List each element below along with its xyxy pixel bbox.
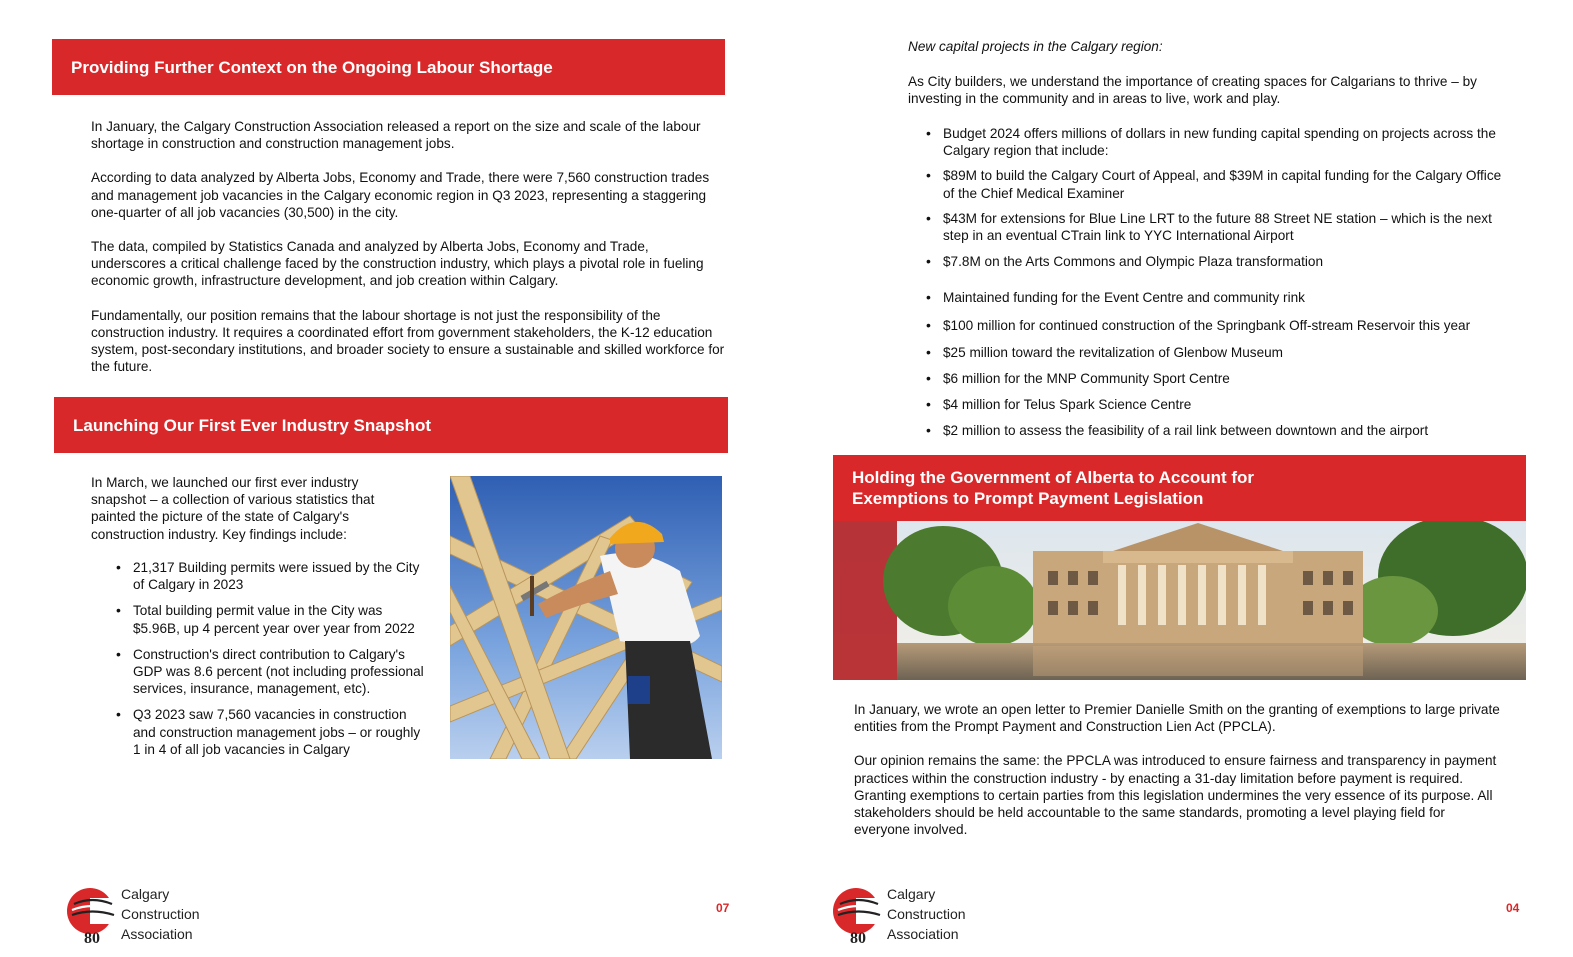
logo-line: Construction	[121, 906, 200, 922]
page-number-left: 07	[716, 901, 730, 915]
construction-worker-photo	[450, 476, 722, 759]
cca-logo-mark	[832, 884, 884, 946]
snapshot-intro-text: In March, we launched our first ever industry snapshot – a collection of various statistics that painted the picture of the state of Calgary's construction industry. Key findings include:	[91, 475, 375, 542]
logo-line: Construction	[887, 906, 966, 922]
list-item: • $2 million to assess the feasibility of a rail link between downtown and the airport	[926, 422, 1511, 439]
city-builders-intro	[908, 73, 1508, 124]
snapshot-bullet-list	[116, 559, 428, 758]
logo-line: Association	[121, 926, 193, 942]
paragraph: In January, we wrote an open letter to Premier Danielle Smith on the granting of exemptions to large private entities from the Prompt Payment and Construction Lien Act (PPCLA).	[854, 702, 1500, 735]
list-item: • Budget 2024 offers millions of dollars in new funding capital spending on projects across the Calgary region that include:	[926, 125, 1511, 159]
paragraph: As City builders, we understand the importance of creating spaces for Calgarians to thrive – by investing in the community and in areas to live, work and play.	[908, 74, 1477, 107]
list-item: • $100 million for continued construction of the Springbank Off-stream Reservoir this year	[926, 317, 1511, 334]
snapshot-banner	[54, 397, 728, 453]
labour-shortage-banner	[52, 39, 725, 95]
labour-shortage-text	[91, 118, 727, 392]
page-number-right: 04	[1506, 901, 1520, 915]
list-item: • Construction's direct contribution to Calgary's GDP was 8.6 percent (not including professional services, insurance, management, etc).	[116, 646, 428, 698]
paragraph: The data, compiled by Statistics Canada and analyzed by Alberta Jobs, Economy and Trade, underscores a critical challenge faced by the construction industry, which plays a pivotal role in fueling economic growth, infrastructure development, and job creation within Calgary.	[91, 239, 704, 289]
alberta-legislature-photo	[833, 521, 1526, 680]
labour-shortage-heading: Providing Further Context on the Ongoing Labour Shortage	[71, 57, 553, 77]
list-item: • Maintained funding for the Event Centre and community rink	[926, 289, 1511, 306]
logo-wordmark	[887, 884, 966, 944]
logo-line: Calgary	[887, 886, 936, 902]
paragraph: Our opinion remains the same: the PPCLA was introduced to ensure fairness and transparency in payment practices within the construction industry - by enacting a 31-day limitation before payment is required. Granting exemptions to certain parties from this legislation undermines the very essence of its purpose. All stakeholders should be held accountable to the same standards, promoting a level playing field for everyone involved.	[854, 753, 1497, 838]
prompt-payment-heading-line1: Holding the Government of Alberta to Account for	[852, 468, 1255, 487]
prompt-payment-banner	[833, 455, 1526, 521]
cca-logo-left	[66, 884, 216, 944]
capital-projects-list	[926, 125, 1511, 440]
cca-logo-mark	[66, 884, 118, 946]
list-item: • $4 million for Telus Spark Science Centre	[926, 396, 1511, 413]
logo-line: Calgary	[121, 886, 170, 902]
cca-logo-right	[832, 884, 982, 944]
list-item: • $89M to build the Calgary Court of Appeal, and $39M in capital funding for the Calgary Office of the Chief Medical Examiner	[926, 167, 1511, 201]
capital-projects-subheading: New capital projects in the Calgary region:	[908, 39, 1163, 54]
snapshot-heading: Launching Our First Ever Industry Snapshot	[73, 415, 431, 435]
list-item: • 21,317 Building permits were issued by the City of Calgary in 2023	[116, 559, 428, 593]
logo-badge: 80	[850, 930, 866, 946]
logo-line: Association	[887, 926, 959, 942]
snapshot-intro	[91, 474, 401, 560]
list-item: • Total building permit value in the City was $5.96B, up 4 percent year over year from 2022	[116, 602, 428, 636]
list-item: • $25 million toward the revitalization of Glenbow Museum	[926, 344, 1511, 361]
paragraph: According to data analyzed by Alberta Jobs, Economy and Trade, there were 7,560 construction trades and management job vacancies in the Calgary economic region in Q3 2023, representing a staggering one-quarter of all job vacancies (30,500) in the city.	[91, 170, 710, 220]
logo-badge: 80	[84, 930, 100, 946]
list-item: • $6 million for the MNP Community Sport Centre	[926, 370, 1511, 387]
list-item: • Q3 2023 saw 7,560 vacancies in construction and construction management jobs – or roughly 1 in 4 of all job vacancies in Calgary	[116, 706, 428, 758]
prompt-payment-text	[854, 701, 1504, 855]
list-item: • $7.8M on the Arts Commons and Olympic Plaza transformation	[926, 253, 1511, 270]
logo-wordmark	[121, 884, 200, 944]
list-item: • $43M for extensions for Blue Line LRT to the future 88 Street NE station – which is the next step in an eventual CTrain link to YYC International Airport	[926, 210, 1511, 244]
paragraph: Fundamentally, our position remains that the labour shortage is not just the responsibility of the construction industry. It requires a coordinated effort from government stakeholders, the K-12 education system, post-secondary institutions, and broader society to ensure a sustainable and skilled workforce for the future.	[91, 307, 725, 375]
prompt-payment-heading-line2: Exemptions to Prompt Payment Legislation	[852, 489, 1204, 508]
paragraph: In January, the Calgary Construction Association released a report on the size and scale of the labour shortage in construction and construction management jobs.	[91, 119, 701, 152]
